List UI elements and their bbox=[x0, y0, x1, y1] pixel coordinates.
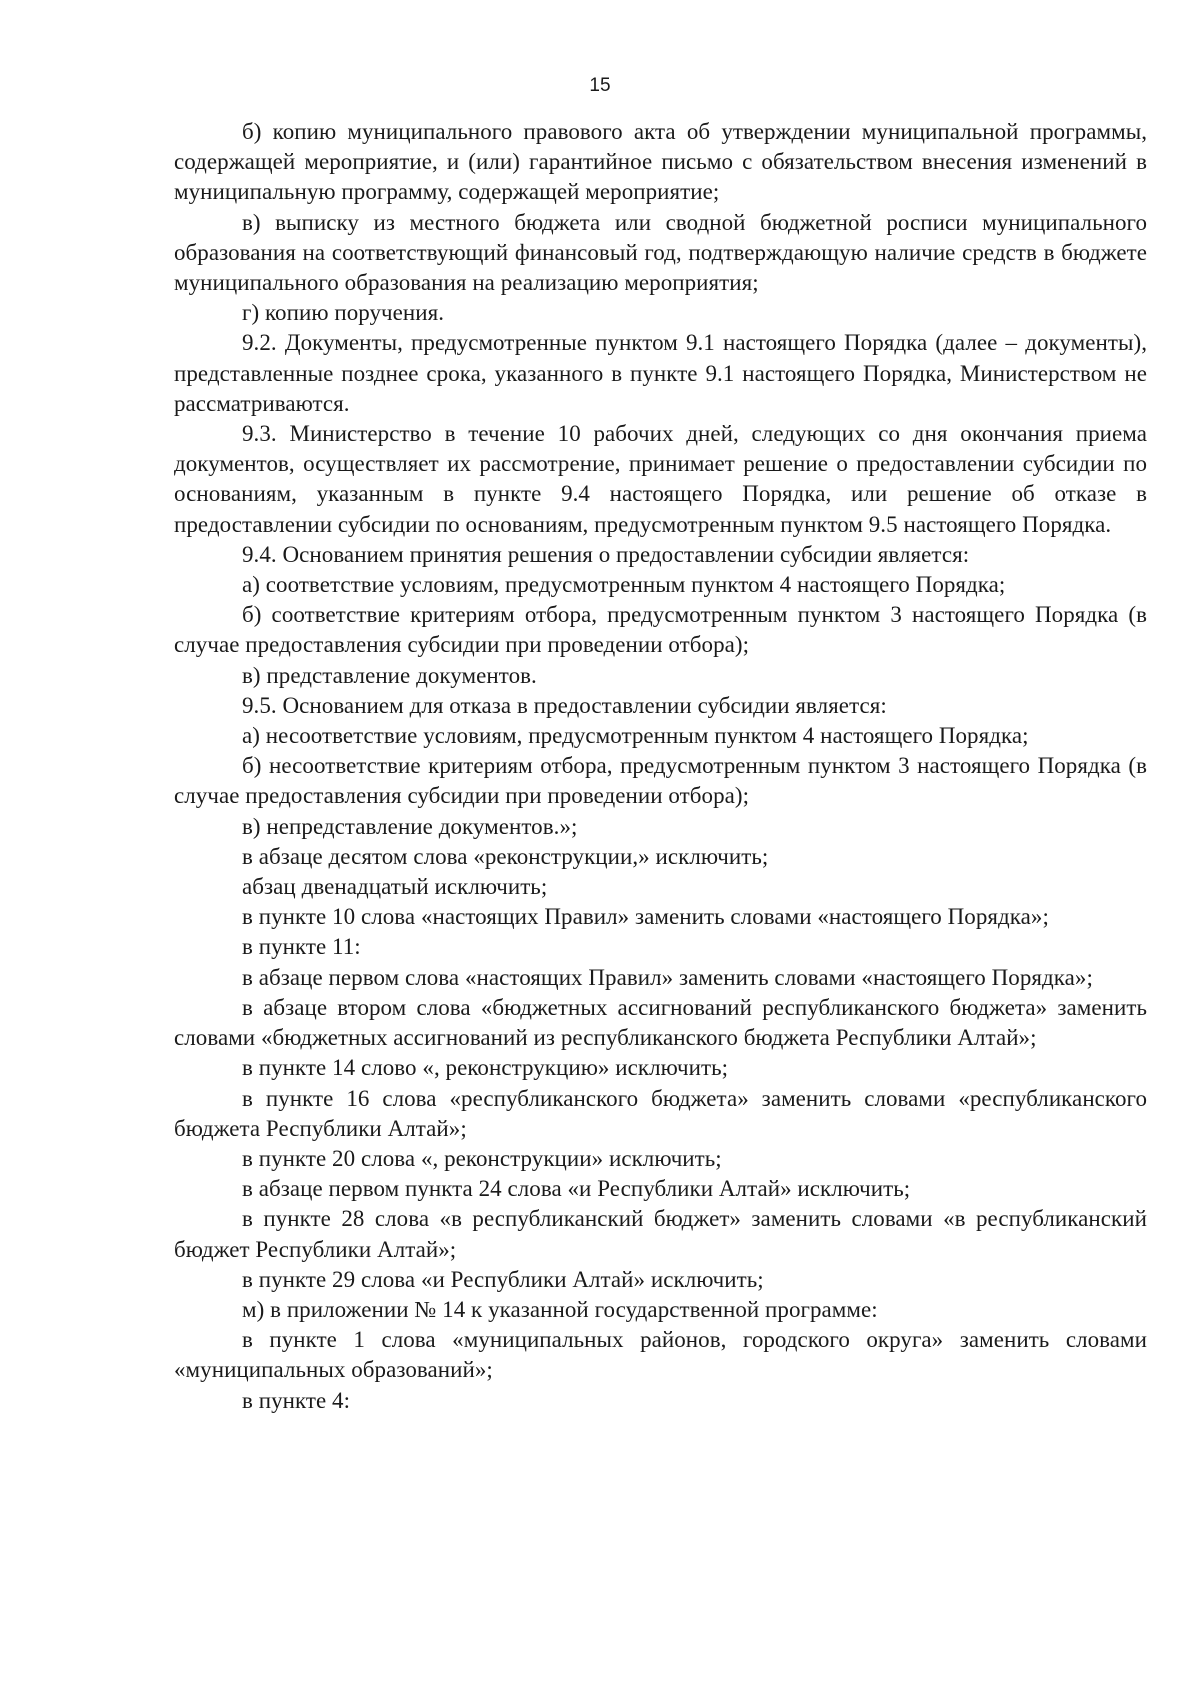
paragraph: 9.2. Документы, предусмотренные пунктом 9.1 настоящего Порядка (далее – документы), представленные позднее срока, указанного в пункте 9.1 настоящего Порядка, Министерством не рассматриваются. bbox=[174, 330, 1147, 416]
paragraph: м) в приложении № 14 к указанной государственной программе: bbox=[242, 1296, 878, 1322]
paragraph: в абзаце первом слова «настоящих Правил» заменить словами «настоящего Порядка»; bbox=[242, 964, 1093, 990]
paragraph: в пункте 1 слова «муниципальных районов, городского округа» заменить словами «муниципальных образований»; bbox=[174, 1327, 1147, 1383]
paragraph: в пункте 10 слова «настоящих Правил» заменить словами «настоящего Порядка»; bbox=[242, 904, 1049, 930]
paragraph: 9.4. Основанием принятия решения о предоставлении субсидии является: bbox=[242, 541, 970, 567]
paragraph: в пункте 16 слова «республиканского бюджета» заменить словами «республиканского бюджета Республики Алтай»; bbox=[174, 1085, 1147, 1141]
paragraph: в) непредставление документов.»; bbox=[242, 813, 578, 839]
paragraph: в абзаце десятом слова «реконструкции,» исключить; bbox=[242, 843, 769, 869]
paragraph: в абзаце втором слова «бюджетных ассигнований республиканского бюджета» заменить словами «бюджетных ассигнований из республиканского бюджета Республики Алтай»; bbox=[174, 994, 1147, 1051]
paragraph: 9.3. Министерство в течение 10 рабочих дней, следующих со дня окончания приема документов, осуществляет их рассмотрение, принимает решение о предоставлении субсидии по основаниям, указанным в пункте 9.4 настоящего Порядка, или решение об отказе в предоставлении субсидии по основаниям, предусмотренным пунктом 9.5 настоящего Порядка. bbox=[174, 421, 1147, 537]
paragraph: 9.5. Основанием для отказа в предоставлении субсидии является: bbox=[242, 692, 887, 718]
paragraph: б) несоответствие критериям отбора, предусмотренным пунктом 3 настоящего Порядка (в случае предоставления субсидии при проведении отбора); bbox=[174, 753, 1147, 809]
paragraph: в абзаце первом пункта 24 слова «и Республики Алтай» исключить; bbox=[242, 1176, 911, 1202]
paragraph: в) представление документов. bbox=[242, 662, 537, 688]
paragraph: в пункте 29 слова «и Республики Алтай» исключить; bbox=[242, 1266, 764, 1292]
paragraph: а) несоответствие условиям, предусмотренным пунктом 4 настоящего Порядка; bbox=[242, 723, 1029, 749]
paragraph: в пункте 28 слова «в республиканский бюджет» заменить словами «в республиканский бюджет Республики Алтай»; bbox=[174, 1206, 1147, 1262]
paragraph: г) копию поручения. bbox=[242, 300, 445, 326]
paragraph: в пункте 20 слова «, реконструкции» исключить; bbox=[242, 1145, 722, 1171]
paragraph: в пункте 14 слово «, реконструкцию» исключить; bbox=[242, 1055, 729, 1081]
paragraph: в пункте 11: bbox=[242, 934, 361, 960]
document-body bbox=[174, 117, 1147, 1416]
paragraph: б) копию муниципального правового акта об утверждении муниципальной программы, содержащей мероприятие, и (или) гарантийное письмо с обязательством внесения изменений в муниципальную программу, содержащей мероприятие; bbox=[174, 119, 1147, 205]
paragraph: а) соответствие условиям, предусмотренным пунктом 4 настоящего Порядка; bbox=[242, 572, 1006, 598]
paragraph: в пункте 4: bbox=[242, 1387, 351, 1413]
paragraph: б) соответствие критериям отбора, предусмотренным пунктом 3 настоящего Порядка (в случае предоставления субсидии при проведении отбора); bbox=[174, 602, 1147, 658]
page-number: 15 bbox=[589, 75, 611, 96]
paragraph: абзац двенадцатый исключить; bbox=[242, 874, 548, 900]
paragraph: в) выписку из местного бюджета или сводной бюджетной росписи муниципального образования на соответствующий финансовый год, подтверждающую наличие средств в бюджете муниципального образования на реализацию мероприятия; bbox=[174, 209, 1147, 296]
